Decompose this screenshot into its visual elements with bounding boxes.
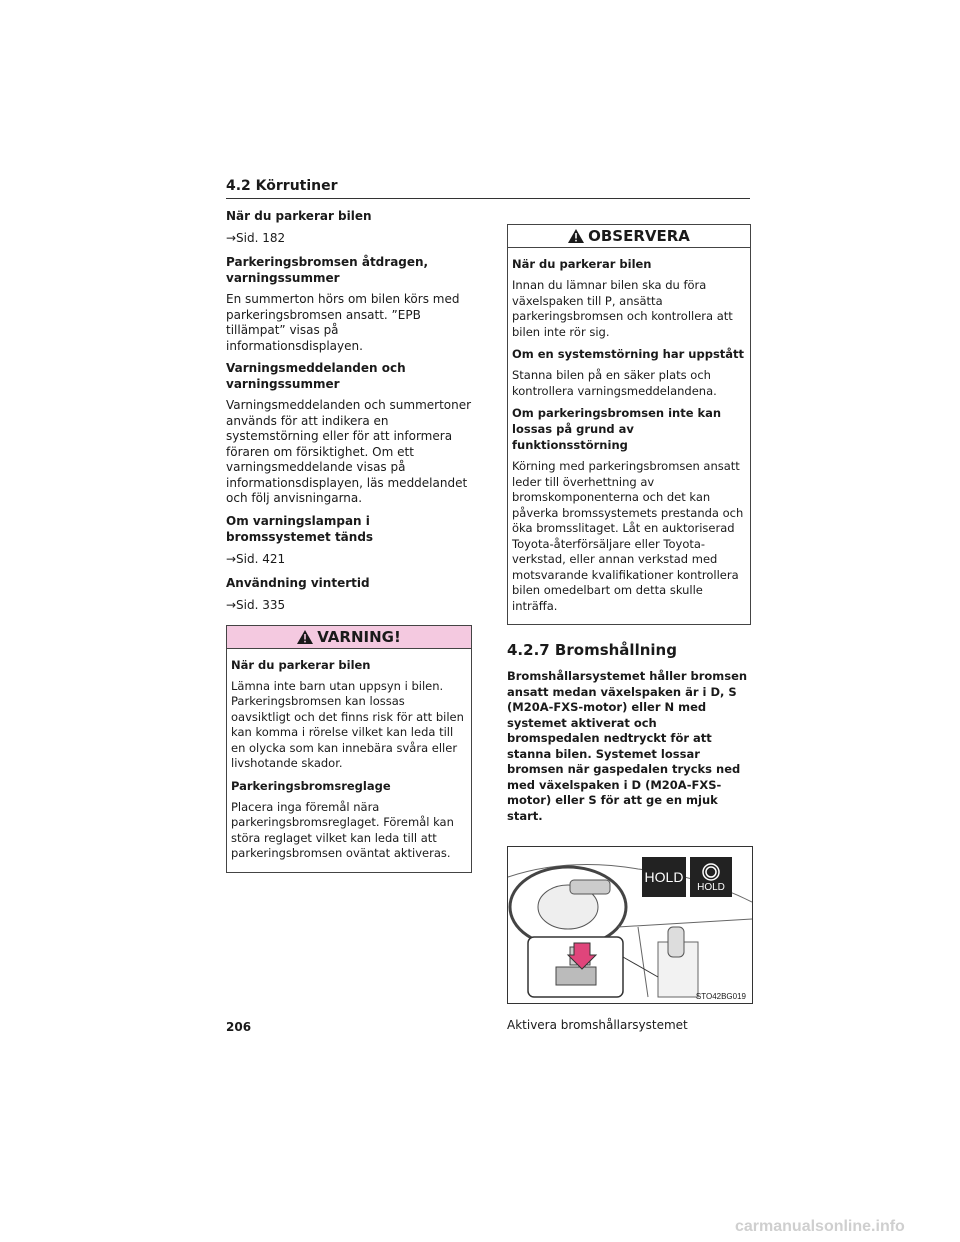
right-column [507,224,751,1032]
warning-box [226,625,472,873]
observera-heading-system-fault: Om en systemstörning har uppstått [512,347,745,361]
observera-heading-parking: När du parkerar bilen [512,257,652,271]
warning-heading-parking: När du parkerar bilen [231,657,371,672]
heading-winter-use: Användning vintertid [226,575,370,590]
text-parking-brake-buzzer: En summerton hörs om bilen körs med parkeringsbromsen ansatt. ”EPB tillämpat” visas på informationsdisplayen. [226,292,460,353]
subsection-title: 4.2.7 Bromshållning [507,641,677,659]
observera-text-brake-not-release: Körning med parkeringsbromsen ansatt leder till överhettning av bromskomponenterna och det kan påverka bromssystemets prestanda och öka bromsslitaget. Låt en auktoriserad Toyota-återförsäljare eller Toyota-verkstad, eller annan verkstad med motsvarande kvalifikationer kontrollera bilen omedelbart om detta skulle inträffa. [512,459,744,613]
observera-heading-brake-not-release: Om parkeringsbromsen inte kan lossas på grund av funktionsstörning [512,406,722,452]
observera-title-bar [508,225,750,248]
hold-indicator-illustration [690,857,732,897]
ref-parking[interactable]: →Sid. 182 [226,231,286,245]
heading-warning-messages: Varningsmeddelanden och varningssummer [226,361,406,391]
observera-text-system-fault: Stanna bilen på en säker plats och kontrollera varningsmeddelandena. [512,368,717,398]
observera-text-parking: Innan du lämnar bilen ska du föra växelspaken till P, ansätta parkeringsbromsen och kontrollera att bilen inte rör sig. [512,278,733,339]
hold-button-illustration [642,857,686,897]
observera-box [507,224,751,625]
text-warning-messages: Varningsmeddelanden och summertoner används för att indikera en systemstörning eller för att informera föraren om försiktighet. Om ett varningsmeddelande visas på informationsdisplayen, läs meddelandet och följ anvisningarna. [226,398,472,505]
warning-text-brake-control: Placera inga föremål nära parkeringsbromsreglaget. Föremål kan störa reglaget vilket kan leda till att parkeringsbromsen oväntat aktiveras. [231,799,454,860]
heading-parking-brake-buzzer: Parkeringsbromsen åtdragen, varningssummer [226,255,429,285]
left-column [226,208,472,873]
heading-parking: När du parkerar bilen [226,209,372,223]
section-header: 4.2 Körrutiner [226,178,750,199]
figure-caption: Aktivera bromshållarsystemet [507,1018,688,1032]
ref-winter-use[interactable]: →Sid. 335 [226,597,286,612]
figure-code: STO42BG019 [695,992,746,1001]
page-number: 206 [226,1020,252,1034]
brake-hold-figure [507,846,753,1004]
heading-brake-warning-light: Om varningslampan i bromssystemet tänds [226,513,374,544]
brake-hold-icon [701,862,721,882]
hold-button-label: HOLD [644,869,684,885]
ref-brake-warning-light[interactable]: →Sid. 421 [226,551,286,566]
observera-title: OBSERVERA [588,227,690,245]
warning-title: VARNING! [317,627,401,646]
warning-title-bar [227,626,471,649]
warning-triangle-icon [297,630,313,644]
brake-hold-intro: Bromshållarsystemet håller bromsen ansatt medan växelspaken är i D, S (M20A-FXS-motor) eller N med systemet aktiverat och bromspedalen nedtryckt för att stanna bilen. Systemet lossar bromsen när gaspedalen trycks ned med växelspaken i D (M20A-FXS-motor) eller S för att ge en mjuk start. [507,669,748,823]
hold-indicator-label: HOLD [697,881,725,893]
warning-text-parking: Lämna inte barn utan uppsyn i bilen. Parkeringsbromsen kan lossas oavsiktligt och det finns risk för att bilen kan komma i rörelse vilket kan leda till en olycka som kan innebära svåra eller livshotande skador. [231,678,464,770]
caution-triangle-icon [568,229,584,243]
watermark: carmanualsonline.info [735,1218,905,1235]
warning-heading-brake-control: Parkeringsbromsreglage [231,778,391,793]
